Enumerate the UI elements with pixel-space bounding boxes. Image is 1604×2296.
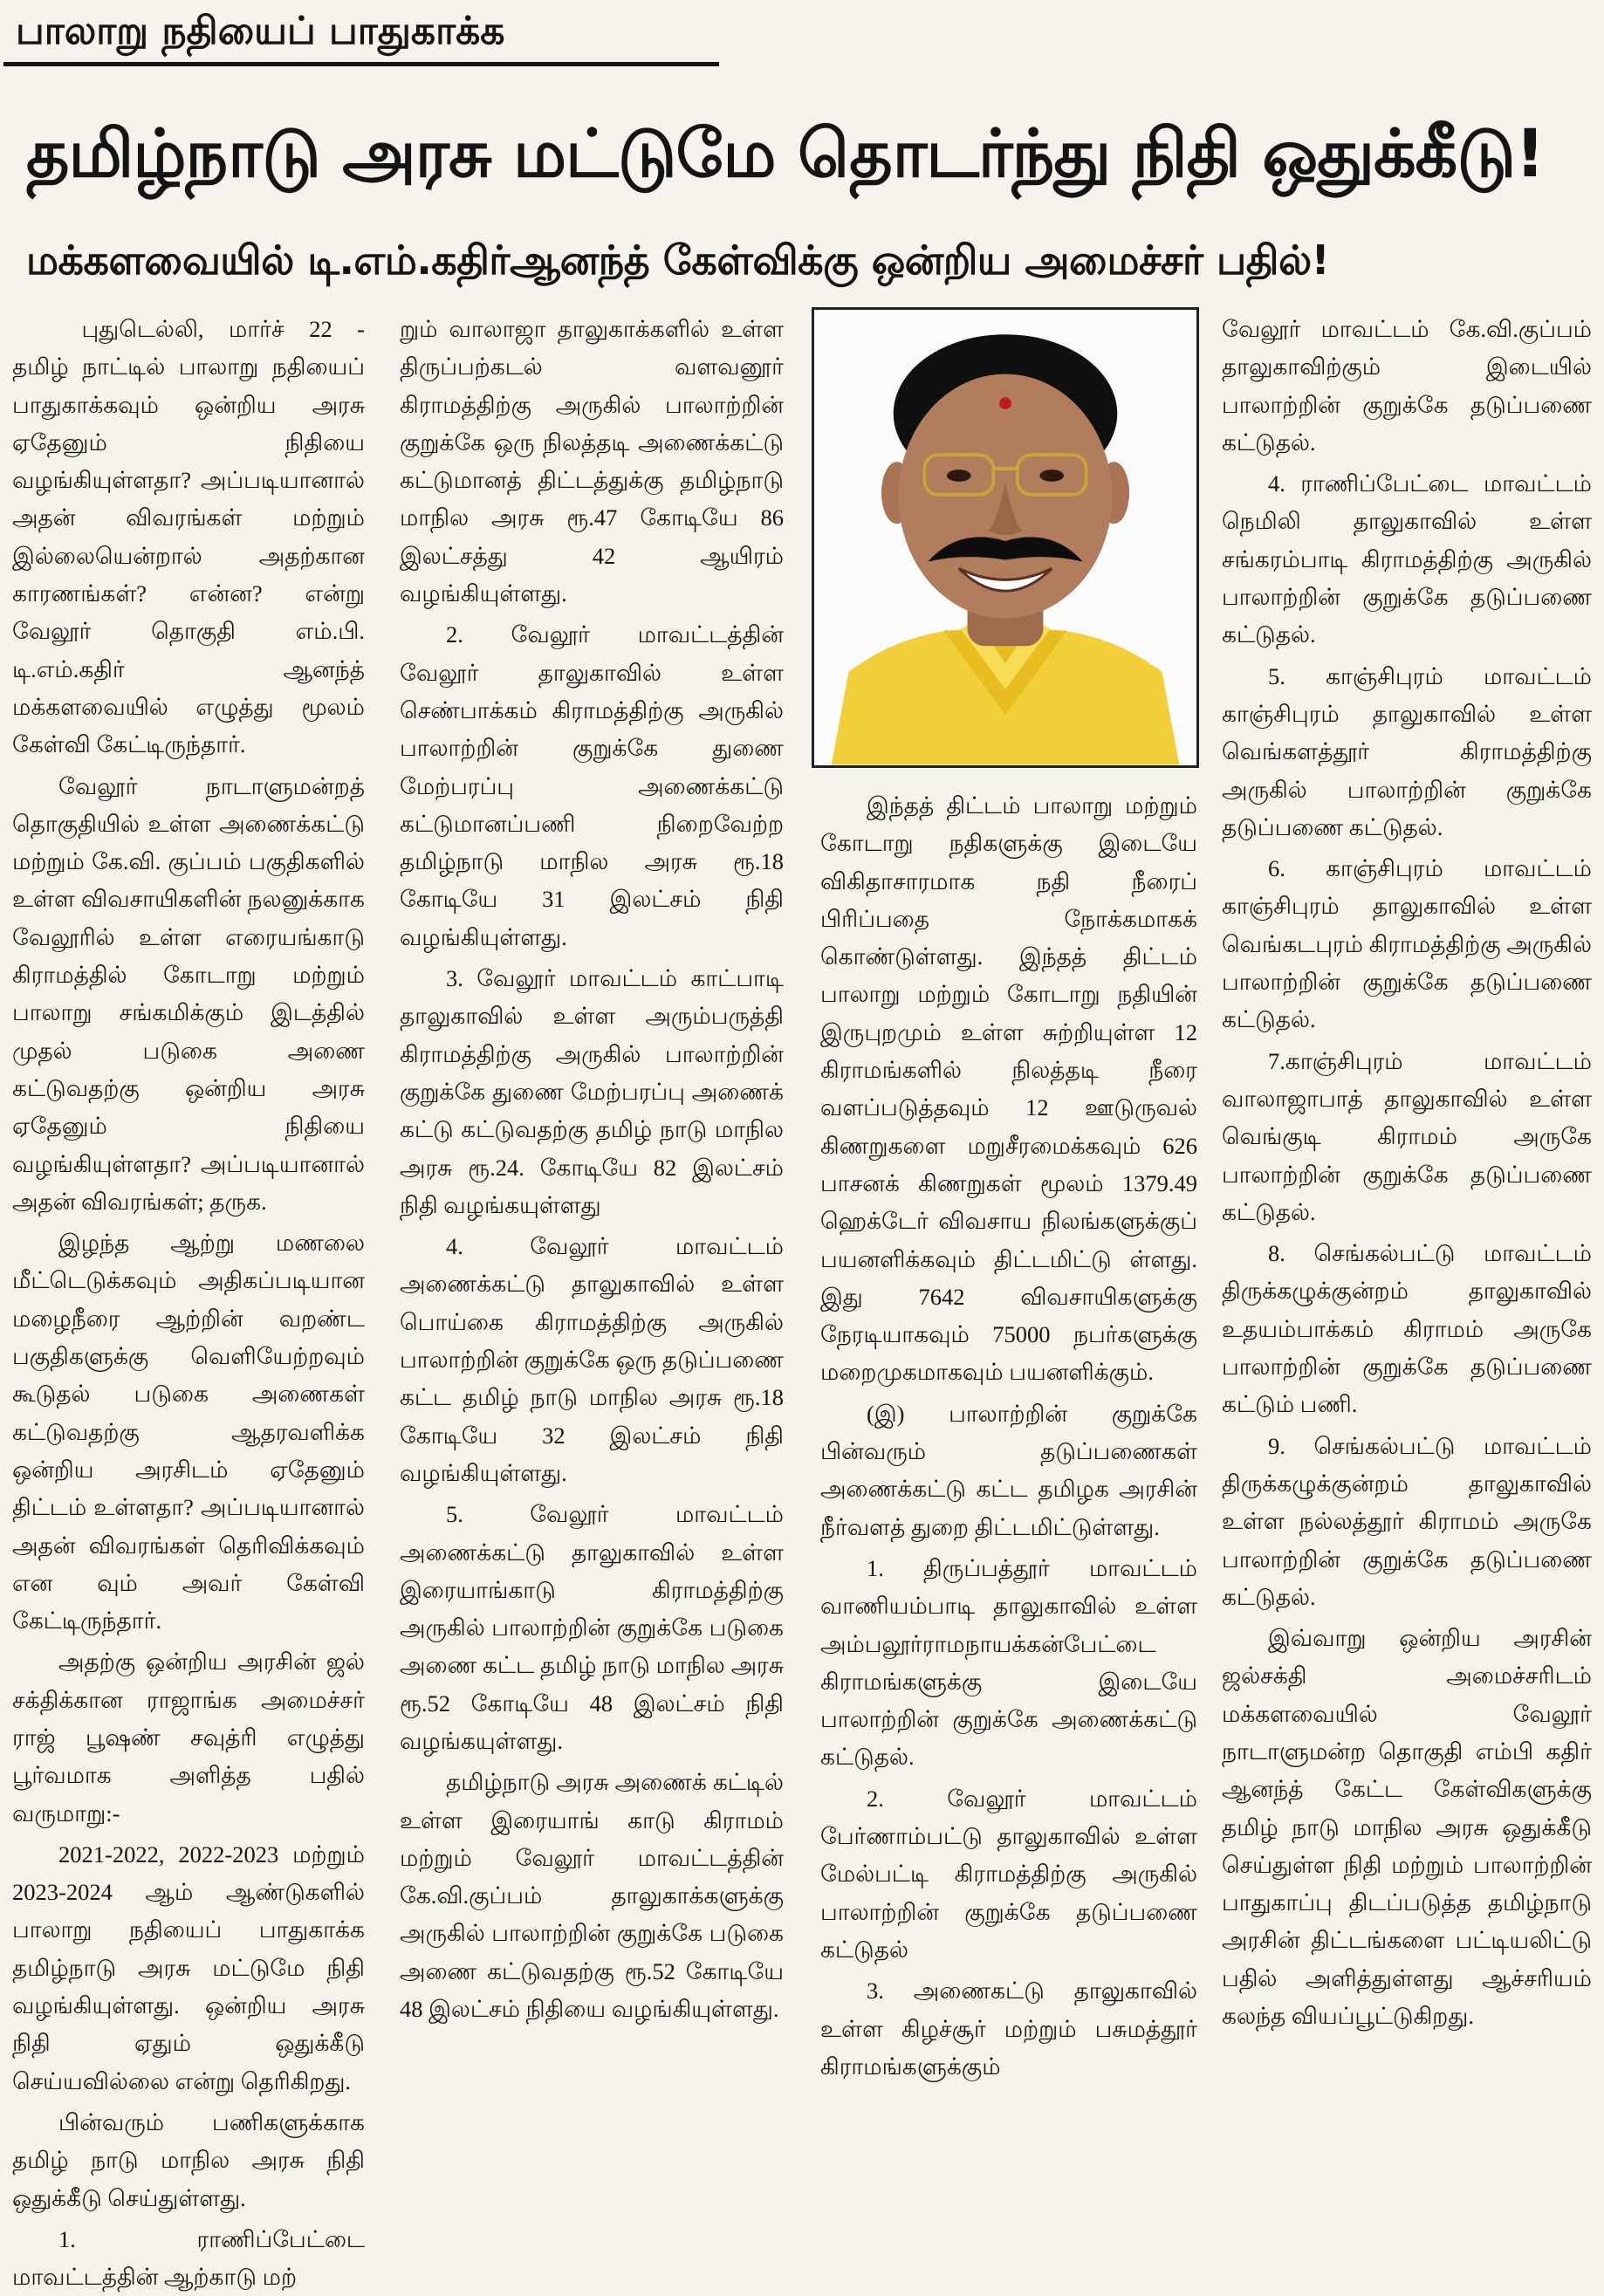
paragraph: 1. ராணிப்பேட்டை மாவட்டத்தின் ஆற்காடு மற் bbox=[12, 2225, 365, 2291]
article-column-2 bbox=[400, 311, 784, 2108]
kicker: பாலாறு நதியைப் பாதுகாக்க bbox=[16, 9, 505, 53]
paragraph: அதற்கு ஒன்றிய அரசின் ஜல் சக்திக்கான ராஜாங்க அமைச்சர் ராஜ் பூஷண் சவுத்ரி எழுத்து பூர்வமாக அளித்த பதில் வருமாறு:- bbox=[12, 1648, 365, 1827]
paragraph: புதுடெல்லி, மார்ச் 22 - தமிழ் நாட்டில் பாலாறு நதியைப் பாதுகாக்கவும் ஒன்றிய அரசு ஏதேனும் நிதியை வழங்கியுள்ளதா? அப்படியானால் அதன் விவரங்கள் மற்றும் இல்லையென்றால் அதற்கான காரணங்கள்? என்ன? என்று வேலூர் தொகுதி எம்.பி. டி.எம்.கதிர் ஆனந்த் மக்களவையில் எழுத்து மூலம் கேள்வி கேட்டிருந்தார். bbox=[12, 316, 365, 758]
paragraph: றும் வாலாஜா தாலுகாக்களில் உள்ள திருப்பற்கடல் வளவனூர் கிராமத்திற்கு அருகில் பாலாற்றின் குறுக்கே ஒரு நிலத்தடி அணைக்கட்டு கட்டுமானத் திட்டத்துக்கு தமிழ்நாடு மாநில அரசு ரூ.47 கோடியே 86 இலட்சத்து 42 ஆயிரம் வழங்கியுள்ளது. bbox=[400, 316, 784, 607]
paragraph: 2021-2022, 2022-2023 மற்றும் 2023-2024 ஆம் ஆண்டுகளில் பாலாறு நதியைப் பாதுகாக்க தமிழ்நாடு அரசு மட்டுமே நிதி வழங்கியுள்ளது. ஒன்றிய அரசு நிதி ஏதும் ஒதுக்கீடு செய்யவில்லை என்று தெரிகிறது. bbox=[12, 1840, 365, 2094]
paragraph: 4. வேலூர் மாவட்டம் அணைக்கட்டு தாலுகாவில் உள்ள பொய்கை கிராமத்திற்கு அருகில் பாலாற்றின் குறுக்கே ஒரு தடுப்பணை கட்ட தமிழ் நாடு மாநில அரசு ரூ.18 கோடியே 32 இலட்சம் நிதி வழங்கியுள்ளது. bbox=[400, 1233, 784, 1486]
paragraph: 1. திருப்பத்தூர் மாவட்டம் வாணியம்பாடி தாலுகாவில் உள்ள அம்பலூர்ராமநாயக்கன்பேட்டை கிராமங்களுக்கு இடையே பாலாற்றின் குறுக்கே அணைக்கட்டு கட்டுதல். bbox=[820, 1554, 1197, 1771]
article-column-1 bbox=[12, 311, 365, 2291]
kicker-block bbox=[3, 5, 719, 68]
paragraph: 5. காஞ்சிபுரம் மாவட்டம் காஞ்சிபுரம் தாலுகாவில் உள்ள வெங்களத்தூர் கிராமத்திற்கு அருகில் பாலாற்றின் குறுக்கே தடுப்பணை கட்டுதல். bbox=[1222, 662, 1592, 840]
paragraph: வேலூர் நாடாளுமன்றத் தொகுதியில் உள்ள அணைக்கட்டு மற்றும் கே.வி. குப்பம் பகுதிகளில் உள்ள விவசாயிகளின் நலனுக்காக வேலூரில் உள்ள எரையங்காடு கிராமத்தில் கோடாறு மற்றும் பாலாறு சங்கமிக்கும் இடத்தில் முதல் படுகை அணை கட்டுவதற்கு ஒன்றிய அரசு ஏதேனும் நிதியை வழங்கியுள்ளதா? அப்படியானால் அதன் விவரங்கள்; தருக. bbox=[12, 772, 365, 1215]
paragraph: இழந்த ஆற்று மணலை மீட்டெடுக்கவும் அதிகப்படியான மழைநீரை ஆற்றின் வறண்ட பகுதிகளுக்கு வெளியேற்றவும் கூடுதல் படுகை அணைகள் கட்டுவதற்கு ஆதரவளிக்க ஒன்றிய அரசிடம் ஏதேனும் திட்டம் உள்ளதா? அப்படியானால் அதன் விவரங்கள் தெரிவிக்கவும் என வும் அவர் கேள்வி கேட்டிருந்தார். bbox=[12, 1230, 365, 1635]
paragraph: 3. வேலூர் மாவட்டம் காட்பாடி தாலுகாவில் உள்ள அரும்பருத்தி கிராமத்திற்கு அருகில் பாலாற்றின் குறுக்கே துணை மேற்பரப்பு அணைக் கட்டு கட்டுவதற்கு தமிழ் நாடு மாநில அரசு ரூ.24. கோடியே 82 இலட்சம் நிதி வழங்கயுள்ளது bbox=[400, 965, 784, 1218]
kicker-underline bbox=[3, 62, 719, 66]
article-column-4 bbox=[1222, 311, 1592, 2108]
paragraph: 2. வேலூர் மாவட்டம் பேர்ணாம்பட்டு தாலுகாவில் உள்ள மேல்பட்டி கிராமத்திற்கு அருகில் பாலாற்றின் குறுக்கே தடுப்பணை கட்டுதல் bbox=[820, 1785, 1197, 1963]
paragraph: தமிழ்நாடு அரசு அணைக் கட்டில் உள்ள இரையாங் காடு கிராமம் மற்றும் வேலூர் மாவட்டத்தின் கே.வி.குப்பம் தாலுகாக்களுக்கு அருகில் பாலாற்றின் குறுக்கே படுகை அணை கட்டுவதற்கு ரூ.52 கோடியே 48 இலட்சம் நிதியை வழங்கியுள்ளது. bbox=[400, 1769, 784, 2023]
paragraph: வேலூர் மாவட்டம் கே.வி.குப்பம் தாலுகாவிற்கும் இடையில் பாலாற்றின் குறுக்கே தடுப்பணை கட்டுதல். bbox=[1222, 316, 1592, 456]
article-column-3 bbox=[820, 787, 1197, 2108]
paragraph: (இ) பாலாற்றின் குறுக்கே பின்வரும் தடுப்பணைகள் அணைக்கட்டு கட்ட தமிழக அரசின் நீர்வளத் துறை திட்டமிட்டுள்ளது. bbox=[820, 1400, 1197, 1540]
paragraph: 5. வேலூர் மாவட்டம் அணைக்கட்டு தாலுகாவில் உள்ள இரையாங்காடு கிராமத்திற்கு அருகில் பாலாற்றின் குறுக்கே படுகை அணை கட்ட தமிழ் நாடு மாநில அரசு ரூ.52 கோடியே 48 இலட்சம் நிதி வழங்கயுள்ளது. bbox=[400, 1501, 784, 1754]
portrait-photo bbox=[812, 307, 1199, 768]
headline: தமிழ்நாடு அரசு மட்டுமே தொடர்ந்து நிதி ஒதுக்கீடு! bbox=[26, 114, 1545, 192]
paragraph: 7.காஞ்சிபுரம் மாவட்டம் வாலாஜாபாத் தாலுகாவில் உள்ள வெங்குடி கிராமம் அருகே பாலாற்றின் குறுக்கே தடுப்பணை கட்டுதல். bbox=[1222, 1047, 1592, 1225]
paragraph: 9. செங்கல்பட்டு மாவட்டம் திருக்கழுக்குன்றம் தாலுகாவில் உள்ள நல்லத்தூர் கிராமம் அருகே பாலாற்றின் குறுக்கே தடுப்பணை கட்டுதல். bbox=[1222, 1432, 1592, 1610]
subheadline: மக்களவையில் டி.எம்.கதிர்ஆனந்த் கேள்விக்கு ஒன்றிய அமைச்சர் பதில்! bbox=[26, 236, 1330, 284]
paragraph: இவ்வாறு ஒன்றிய அரசின் ஜல்சக்தி அமைச்சரிடம் மக்களவையில் வேலூர் நாடாளுமன்ற தொகுதி எம்பி கதிர் ஆனந்த் கேட்ட கேள்விகளுக்கு தமிழ் நாடு மாநில அரசு ஒதுக்கீடு செய்துள்ள நிதி மற்றும் பாலாற்றின் பாதுகாப்பு திடப்படுத்த தமிழ்நாடு அரசின் திட்டங்களை பட்டியலிட்டு பதில் அளித்துள்ளது ஆச்சரியம் கலந்த வியப்பூட்டுகிறது. bbox=[1222, 1625, 1592, 2030]
paragraph: 6. காஞ்சிபுரம் மாவட்டம் காஞ்சிபுரம் தாலுகாவில் உள்ள வெங்கடபுரம் கிராமத்திற்கு அருகில் பாலாற்றின் குறுக்கே தடுப்பணை கட்டுதல். bbox=[1222, 855, 1592, 1033]
paragraph: 3. அணைகட்டு தாலுகாவில் உள்ள கிழச்சூர் மற்றும் பசுமத்தூர் கிராமங்களுக்கும் bbox=[820, 1977, 1197, 2080]
paragraph: 8. செங்கல்பட்டு மாவட்டம் திருக்கழுக்குன்றம் தாலுகாவில் உதயம்பாக்கம் கிராமம் அருகே பாலாற்றின் குறுக்கே தடுப்பணை கட்டும் பணி. bbox=[1222, 1240, 1592, 1418]
paragraph: இந்தத் திட்டம் பாலாறு மற்றும் கோடாறு நதிகளுக்கு இடையே விகிதாசாரமாக நதி நீரைப் பிரிப்பதை நோக்கமாகக் கொண்டுள்ளது. இந்தத் திட்டம் பாலாறு மற்றும் கோடாறு நதியின் இருபுறமும் உள்ள சுற்றியுள்ள 12 கிராமங்களில் நிலத்தடி நீரை வளப்படுத்தவும் 12 ஊடுருவல் கிணறுகளை மறுசீரமைக்கவும் 626 பாசனக் கிணறுகள் மூலம் 1379.49 ஹெக்டேர் விவசாய நிலங்களுக்குப் பயனளிக்கவும் திட்டமிட்டு ள்ளது. இது 7642 விவசாயிகளுக்கு நேரடியாகவும் 75000 நபர்களுக்கு மறைமுகமாகவும் பயனளிக்கும். bbox=[820, 792, 1197, 1386]
paragraph: 2. வேலூர் மாவட்டத்தின் வேலூர் தாலுகாவில் உள்ள செண்பாக்கம் கிராமத்திற்கு அருகில் பாலாற்றின் குறுக்கே துணை மேற்பரப்பு அணைக்கட்டு கட்டுமானப்பணி நிறைவேற்ற தமிழ்நாடு மாநில அரசு ரூ.18 கோடியே 31 இலட்சம் நிதி வழங்கியுள்ளது. bbox=[400, 621, 784, 950]
paragraph: 4. ராணிப்பேட்டை மாவட்டம் நெமிலி தாலுகாவில் உள்ள சங்கரம்பாடி கிராமத்திற்கு அருகில் பாலாற்றின் குறுக்கே தடுப்பணை கட்டுதல். bbox=[1222, 470, 1592, 648]
portrait-illustration bbox=[814, 310, 1196, 765]
paragraph: பின்வரும் பணிகளுக்காக தமிழ் நாடு மாநில அரசு நிதி ஒதுக்கீடு செய்துள்ளது. bbox=[12, 2108, 365, 2211]
